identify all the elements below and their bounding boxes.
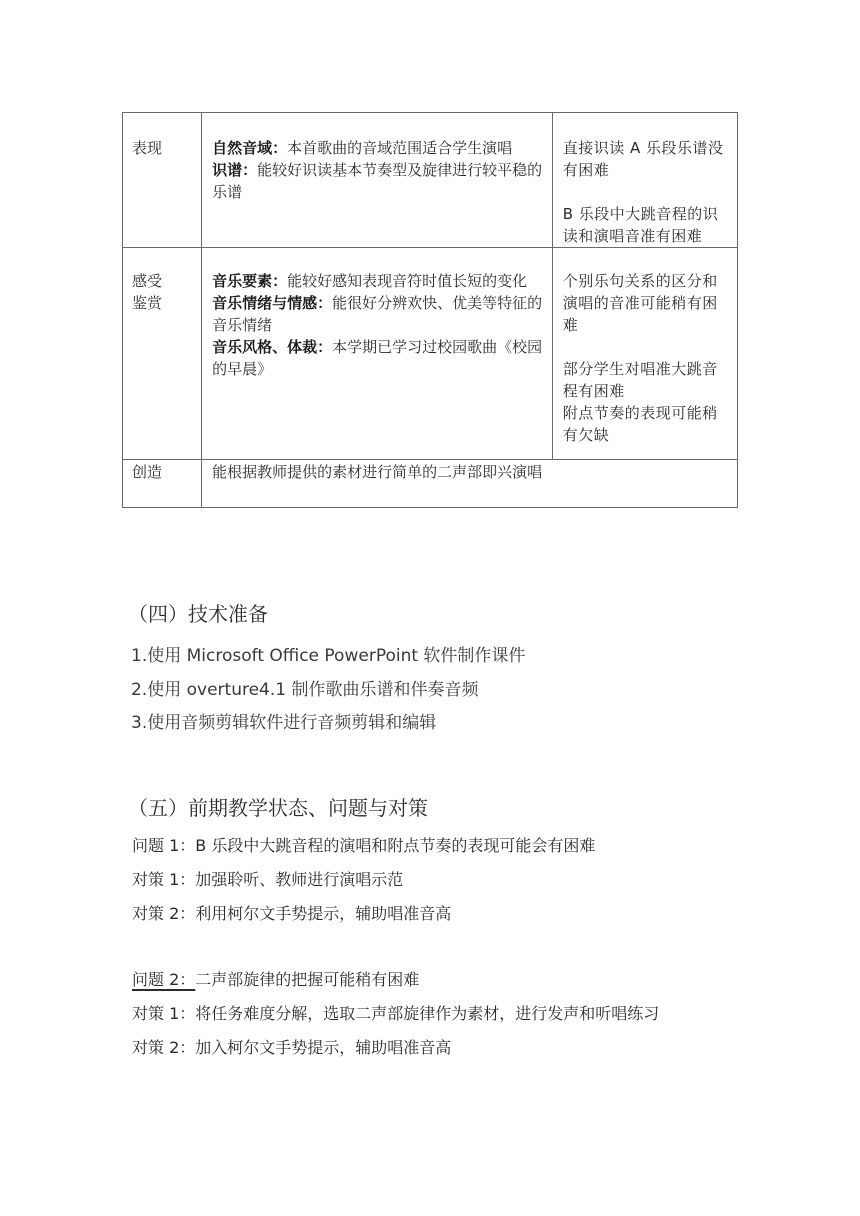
- problem-detail: 二声部旋律的把握可能稍有困难: [195, 970, 420, 989]
- list-item: 1.使用 Microsoft Office PowerPoint 软件制作课件: [131, 646, 526, 666]
- list-item: 2.使用 overture4.1 制作歌曲乐谱和伴奏音频: [131, 680, 479, 700]
- analysis-item: [212, 137, 546, 159]
- category-cell: [123, 460, 202, 508]
- table-row: [123, 248, 738, 460]
- difficulty-text: 附点节奏的表现可能稍有欠缺: [562, 404, 718, 444]
- assessment-table: [122, 112, 738, 508]
- analysis-item: [212, 270, 546, 292]
- item-label: 音乐情绪与情感：: [212, 294, 333, 312]
- list-item: 3.使用音频剪辑软件进行音频剪辑和编辑: [131, 713, 437, 733]
- category-label: 感受: [132, 272, 163, 290]
- item-text: 能很好分辨欢快、优美等特征的音乐情绪: [212, 294, 543, 334]
- strategy-text: 对策 1：加强聆听、教师进行演唱示范: [132, 870, 404, 889]
- strategy-text: 对策 2：利用柯尔文手势提示，辅助唱准音高: [132, 904, 452, 923]
- problem-text: 问题 1：B 乐段中大跳音程的演唱和附点节奏的表现可能会有困难: [132, 836, 596, 855]
- item-text: 能较好识读基本节奏型及旋律进行较平稳的乐谱: [212, 161, 543, 201]
- item-label: 识谱：: [212, 161, 258, 179]
- analysis-cell: [202, 248, 553, 460]
- section-heading: （四）技术准备: [128, 602, 268, 626]
- table-row: [123, 460, 738, 508]
- item-text: 能根据教师提供的素材进行简单的二声部即兴演唱: [212, 463, 543, 481]
- analysis-item: [212, 292, 546, 336]
- difficulty-text: 部分学生对唱准大跳音程有困难: [562, 360, 718, 400]
- analysis-cell: [202, 460, 738, 508]
- analysis-item: [212, 336, 546, 380]
- strategy-text: 对策 1：将任务难度分解，选取二声部旋律作为素材，进行发声和听唱练习: [132, 1004, 660, 1023]
- problem-label: 问题 2：: [132, 970, 196, 989]
- category-label: 创造: [132, 463, 163, 481]
- problem-text: [132, 967, 419, 990]
- section-heading: （五）前期教学状态、问题与对策: [128, 796, 428, 820]
- table-row: [123, 113, 738, 248]
- strategy-text: 对策 2：加入柯尔文手势提示，辅助唱准音高: [132, 1038, 452, 1057]
- difficulty-text: 直接识读 A 乐段乐谱没有困难: [562, 139, 724, 179]
- item-text: 能较好感知表现音符时值长短的变化: [287, 272, 528, 290]
- category-label: 表现: [132, 139, 163, 157]
- difficulty-text: B 乐段中大跳音程的识读和演唱音准有困难: [562, 205, 719, 245]
- difficulty-cell: [552, 248, 737, 460]
- analysis-item: [212, 159, 546, 203]
- item-text: 本学期已学习过校园歌曲《校园的早晨》: [212, 338, 543, 378]
- item-text: 本首歌曲的音域范围适合学生演唱: [287, 139, 513, 157]
- category-cell: [123, 248, 202, 460]
- item-label: 音乐风格、体裁：: [212, 338, 333, 356]
- category-label: 鉴赏: [132, 294, 163, 312]
- difficulty-cell: [552, 113, 737, 248]
- difficulty-text: 个别乐句关系的区分和演唱的音准可能稍有困难: [562, 272, 718, 334]
- item-label: 自然音域：: [212, 139, 288, 157]
- item-label: 音乐要素：: [212, 272, 288, 290]
- analysis-cell: [202, 113, 553, 248]
- category-cell: [123, 113, 202, 248]
